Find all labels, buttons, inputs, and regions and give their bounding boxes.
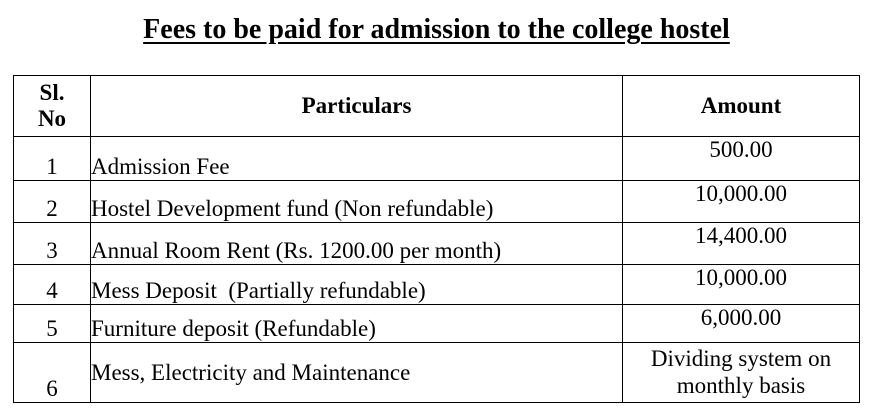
row-amount-line1: Dividing system on bbox=[650, 346, 832, 371]
header-sl-line2: No bbox=[37, 106, 67, 131]
row-particulars: Mess Deposit (Partially refundable) bbox=[91, 265, 623, 305]
header-sl-no bbox=[14, 76, 91, 137]
row-sl: 1 bbox=[14, 137, 91, 181]
row-amount: 10,000.00 bbox=[623, 181, 860, 223]
row-amount: 6,000.00 bbox=[623, 305, 860, 343]
row-sl: 5 bbox=[14, 305, 91, 343]
header-particulars: Particulars bbox=[91, 76, 623, 137]
row-sl: 2 bbox=[14, 181, 91, 223]
table-row bbox=[14, 265, 860, 305]
row-particulars: Admission Fee bbox=[91, 137, 623, 181]
header-amount: Amount bbox=[623, 76, 860, 137]
row-particulars: Annual Room Rent (Rs. 1200.00 per month) bbox=[91, 223, 623, 265]
row-particulars: Hostel Development fund (Non refundable) bbox=[91, 181, 623, 223]
row-particulars: Furniture deposit (Refundable) bbox=[91, 305, 623, 343]
table-row bbox=[14, 343, 860, 403]
row-amount-line2: monthly basis bbox=[676, 373, 806, 398]
table-row bbox=[14, 305, 860, 343]
table-row bbox=[14, 181, 860, 223]
table-header-row bbox=[14, 76, 860, 137]
table-row bbox=[14, 137, 860, 181]
row-particulars: Mess, Electricity and Maintenance bbox=[91, 343, 623, 403]
row-sl: 3 bbox=[14, 223, 91, 265]
row-amount: 10,000.00 bbox=[623, 265, 860, 305]
table-row bbox=[14, 223, 860, 265]
row-amount: 14,400.00 bbox=[623, 223, 860, 265]
header-sl-line1: Sl. bbox=[39, 80, 65, 105]
row-sl: 4 bbox=[14, 265, 91, 305]
row-amount bbox=[623, 343, 860, 403]
row-amount: 500.00 bbox=[623, 137, 860, 181]
row-sl: 6 bbox=[14, 343, 91, 403]
page-title: Fees to be paid for admission to the college hostel bbox=[143, 14, 730, 45]
fees-table bbox=[13, 75, 860, 403]
